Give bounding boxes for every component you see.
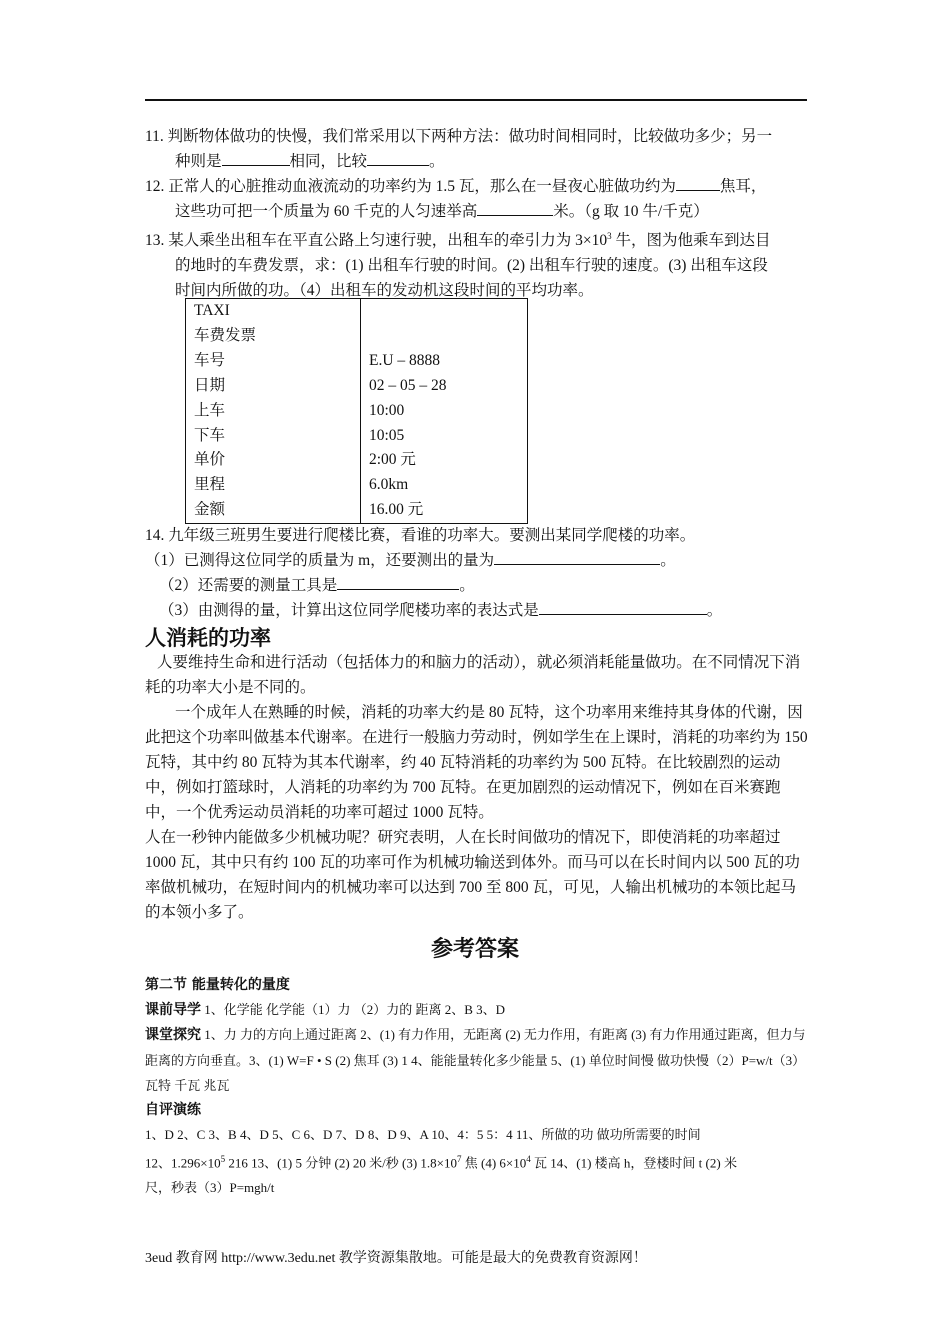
answers-self-eval-heading: 自评演练 [145, 1102, 201, 1118]
q13-line1: 13. 某人乘坐出租车在平直公路上匀速行驶，出租车的牵引力为 $3\times 10^3$ 牛，图为他乘车到达目 [145, 231, 771, 250]
answer-blank[interactable] [477, 199, 553, 216]
answer-blank[interactable] [676, 174, 720, 191]
answers-title: 参考答案 [430, 937, 519, 962]
q12-line1: 12. 正常人的心脏推动血液流动的功率约为 1.5 瓦，那么在一昼夜心脏做功约为 焦耳， [145, 174, 810, 199]
table-row [186, 324, 528, 349]
receipt-value: 10:05 [361, 424, 528, 449]
table-row [186, 424, 528, 449]
receipt-value: 6.0km [361, 473, 528, 498]
header-rule [145, 99, 807, 101]
question-14 [145, 523, 810, 623]
answer-blank[interactable] [222, 149, 290, 166]
receipt-label: 车号 [186, 349, 361, 374]
receipt-label: 上车 [186, 399, 361, 424]
answers-section-heading: 第二节 能量转化的量度 [145, 977, 290, 993]
article-title: 人消耗的功率 [145, 626, 271, 650]
article-paragraph-3: 人在一秒钟内能做多少机械功呢？研究表明，人在长时间做功的情况下，即使消耗的功率超过 1000 瓦，其中只有约 100 瓦的功率可作为机械功输送到体外。而马可以在长时间内以 500 瓦的功率做机械功，在短时间内的机械功率可以达到 700 至 800 瓦，可见，人输出机械功的本领比起马的本领小多了。 [145, 829, 800, 921]
receipt-label: 金额 [186, 498, 361, 523]
article-paragraph-1: 人要维持生命和进行活动（包括体力的和脑力的活动），就必须消耗能量做功。在不同情况下消耗的功率大小是不同的。 [145, 654, 801, 696]
receipt-value: 02 – 05 – 28 [361, 374, 528, 399]
answers-self-eval: 1、D 2、C 3、B 4、D 5、C 6、D 7、D 8、D 9、A 10、4：5 5：4 11、所做的功 做功所需要的时间 12、$1.296\times 10^5$ 216 13、(1) 5 分钟 (2) 20 米/秒 (3) $1.8\times 10^7$ 焦 (4) $6\times 10^4$ 瓦 14、(1) 楼高 h，登楼时间 t (2) 米 尺，秒表（3）P=mgh/t [145, 1127, 737, 1196]
table-row [186, 473, 528, 498]
answers-pre-study: 课前导学 1、化学能 化学能（1）力 （2）力的 距离 2、B 3、D [145, 1002, 506, 1018]
receipt-value [361, 324, 528, 349]
table-row [186, 448, 528, 473]
taxi-receipt-table [185, 298, 528, 524]
receipt-value: 16.00 元 [361, 498, 528, 523]
q11-line2: 种则是 相同，比较 。 [145, 149, 810, 174]
table-row [186, 498, 528, 523]
receipt-label: 车费发票 [186, 324, 361, 349]
receipt-label: TAXI [186, 299, 361, 324]
q13-line3: 时间内所做的功。（4）出租车的发动机这段时间的平均功率。 [175, 282, 594, 300]
question-13 [145, 224, 810, 303]
q14-line3: （2）还需要的测量工具是 。 [145, 573, 810, 598]
page-footer: 3eud 教育网 http://www.3edu.net 教学资源集散地。可能是最大的免费教育资源网！ [145, 1251, 647, 1266]
article-paragraph-2: 一个成年人在熟睡的时候，消耗的功率大约是 80 瓦特，这个功率用来维持其身体的代谢，因此把这个功率叫做基本代谢率。在进行一般脑力劳动时，例如学生在上课时，消耗的功率约为 150 瓦特，其中约 80 瓦特为其本代谢率，约 40 瓦特消耗的功率约为 500 瓦特。在比较剧烈的运动中，例如打篮球时，人消耗的功率约为 700 瓦特。在更加剧烈的运动情况下，例如在百米赛跑中，一个优秀运动员消耗的功率可超过 1000 瓦特。 [145, 704, 808, 821]
table-row [186, 299, 528, 324]
receipt-value: 2:00 元 [361, 448, 528, 473]
question-11 [145, 124, 810, 174]
answer-blank[interactable] [539, 598, 707, 615]
table-row [186, 349, 528, 374]
receipt-label: 下车 [186, 424, 361, 449]
receipt-value: 10:00 [361, 399, 528, 424]
table-row [186, 374, 528, 399]
receipt-value: E.U – 8888 [361, 349, 528, 374]
q14-line1: 14. 九年级三班男生要进行爬楼比赛，看谁的功率大。要测出某同学爬楼的功率。 [145, 527, 696, 544]
table-row [186, 399, 528, 424]
q12-line2: 这些功可把一个质量为 60 千克的人匀速举高 米。（g 取 10 牛/千克） [145, 199, 810, 224]
receipt-label: 日期 [186, 374, 361, 399]
q14-line2: （1）已测得这位同学的质量为 m，还要测出的量为 。 [145, 548, 810, 573]
q13-line2: 的地时的车费发票，求：(1) 出租车行驶的时间。(2) 出租车行驶的速度。(3) 出租车这段 [175, 257, 768, 275]
receipt-label: 里程 [186, 473, 361, 498]
q11-line1: 11. 判断物体做功的快慢，我们常采用以下两种方法：做功时间相同时，比较做功多少；另一 [145, 128, 773, 145]
answers-class-explore: 课堂探究 1、力 力的方向上通过距离 2、(1) 有力作用，无距离 (2) 无力作用，有距离 (3) 有力作用通过距离，但力与距离的方向垂直。3、(1) W=F • S (2) 焦耳 (3) 1 4、能能量转化多少能量 5、(1) 单位时间慢 做功快慢（2）P=w/t（3）瓦特 千瓦 兆瓦 [145, 1027, 806, 1093]
q14-line4: （3）由测得的量，计算出这位同学爬楼功率的表达式是 。 [145, 598, 810, 623]
answer-blank[interactable] [367, 149, 429, 166]
receipt-value [361, 299, 528, 324]
receipt-label: 单价 [186, 448, 361, 473]
answer-blank[interactable] [494, 548, 660, 565]
question-12 [145, 174, 810, 224]
answer-blank[interactable] [337, 573, 459, 590]
